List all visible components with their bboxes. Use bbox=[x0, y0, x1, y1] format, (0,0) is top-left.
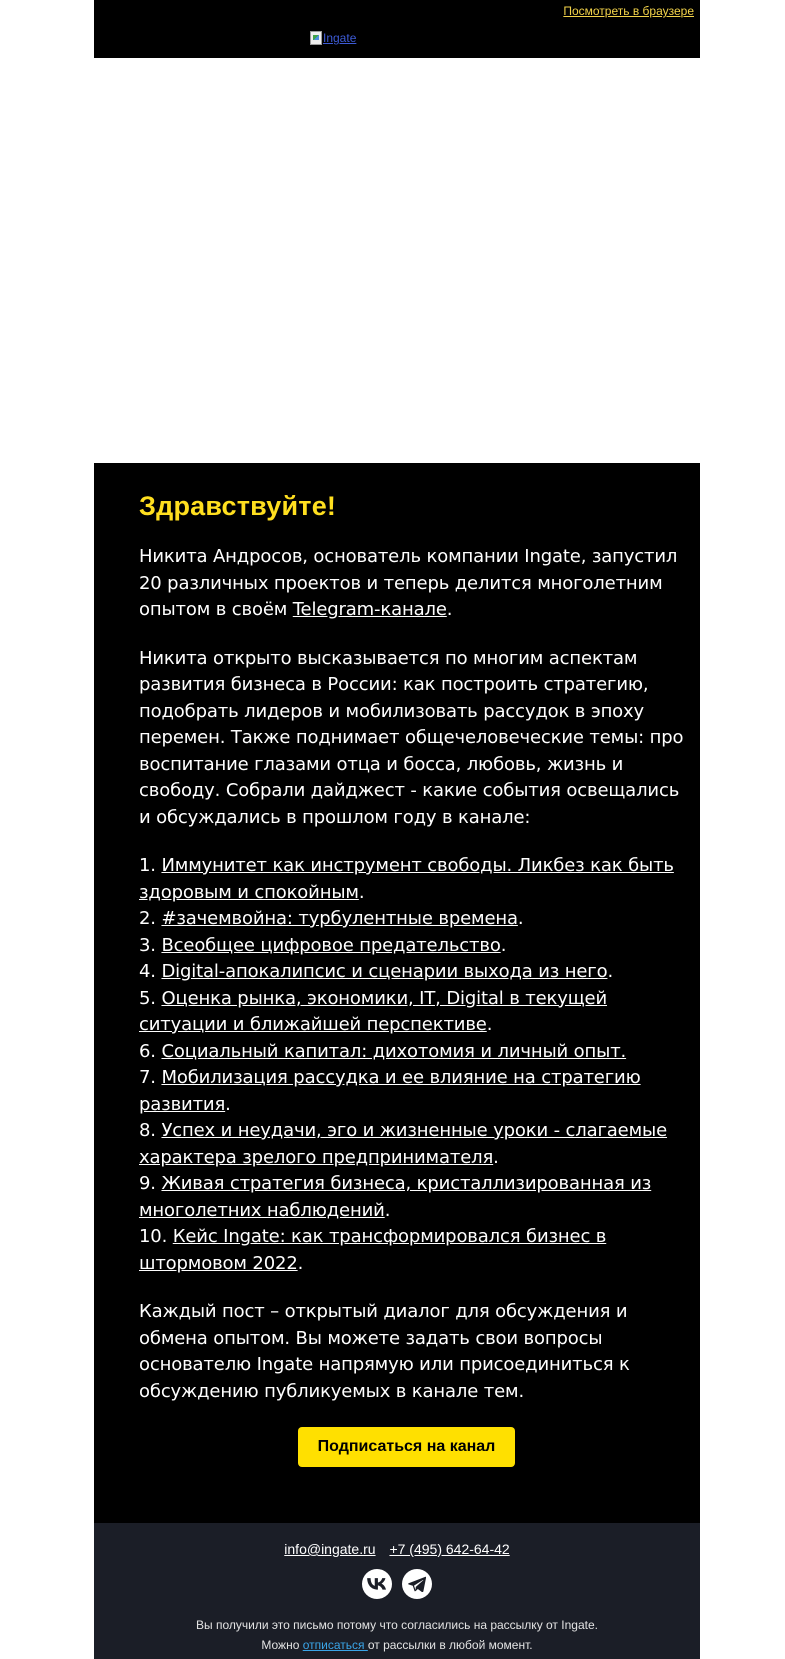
list-item-link[interactable]: Живая стратегия бизнеса, кристаллизированная из многолетних наблюдений bbox=[139, 1173, 652, 1221]
email-footer bbox=[94, 1523, 700, 1659]
description-paragraph: Никита открыто высказывается по многим аспектам развития бизнеса в России: как построить стратегию, подобрать лидеров и мобилизовать рассудок в эпоху перемен. Также поднимает общечеловеческие темы: про воспитание глазами отца и босса, любовь, жизнь и свободу. Собрали дайджест - какие события освещались и обсуждались в прошлом году в канале: bbox=[139, 647, 684, 828]
legal-line-2-suffix: от рассылки в любой момент. bbox=[367, 1638, 533, 1652]
subscribe-channel-button[interactable]: Подписаться на канал bbox=[298, 1427, 516, 1467]
list-item bbox=[139, 933, 686, 960]
vk-glyph bbox=[367, 1577, 387, 1591]
main-content bbox=[94, 463, 700, 1523]
list-item-suffix: . bbox=[500, 934, 507, 956]
list-item bbox=[139, 959, 686, 986]
legal-notice bbox=[94, 1615, 700, 1655]
list-item-number: 1. bbox=[139, 855, 162, 876]
legal-line-1: Вы получили это письмо потому что согласились на рассылку от Ingate. bbox=[196, 1618, 598, 1632]
list-item-number: 9. bbox=[139, 1173, 162, 1194]
list-item-number: 2. bbox=[139, 908, 162, 929]
intro-text: Никита Андросов, основатель компании Ingate, запустил 20 различных проектов и теперь делится многолетним опытом в своём bbox=[139, 546, 678, 620]
hero-image-area bbox=[94, 58, 700, 463]
list-item-number: 6. bbox=[139, 1040, 162, 1062]
email-header bbox=[94, 0, 700, 58]
closing-paragraph: Каждый пост – открытый диалог для обсуждения и обмена опытом. Вы можете задать свои вопросы основателю Ingate напрямую или присоединиться к обсуждению публикуемых в канале тем. bbox=[139, 1301, 630, 1402]
list-item bbox=[139, 1224, 686, 1277]
greeting-heading: Здравствуйте! bbox=[139, 491, 337, 521]
list-item-link[interactable]: #зачемвойна: турбулентные времена bbox=[161, 908, 518, 929]
digest-list bbox=[139, 853, 686, 1277]
cta-row bbox=[139, 1427, 686, 1467]
legal-line-2-prefix: Можно bbox=[261, 1638, 303, 1652]
list-item-number: 3. bbox=[139, 934, 162, 956]
list-item bbox=[139, 1065, 686, 1118]
list-item-suffix: . bbox=[517, 908, 524, 929]
legal-line-2 bbox=[94, 1635, 700, 1655]
list-item-suffix: . bbox=[607, 961, 614, 982]
list-item-number: 8. bbox=[139, 1120, 162, 1141]
list-item-link[interactable]: Социальный капитал: дихотомия и личный опыт. bbox=[161, 1040, 627, 1062]
intro-suffix: . bbox=[446, 599, 453, 620]
email-link[interactable]: info@ingate.ru bbox=[284, 1541, 376, 1557]
list-item-link[interactable]: Digital-апокалипсис и сценарии выхода из него bbox=[161, 961, 608, 982]
list-item bbox=[139, 1118, 686, 1171]
list-item bbox=[139, 906, 686, 933]
ingate-logo[interactable] bbox=[310, 31, 356, 45]
view-in-browser-link[interactable]: Посмотреть в браузере bbox=[563, 4, 694, 18]
telegram-glyph bbox=[408, 1576, 426, 1592]
vk-icon[interactable] bbox=[362, 1569, 392, 1599]
footer-contacts bbox=[94, 1541, 700, 1557]
unsubscribe-link[interactable]: отписаться bbox=[302, 1638, 368, 1652]
list-item-link[interactable]: Успех и неудачи, эго и жизненные уроки - слагаемые характера зрелого предпринимателя bbox=[139, 1120, 668, 1168]
telegram-channel-link[interactable]: Telegram-канале bbox=[292, 599, 447, 620]
telegram-icon[interactable] bbox=[402, 1569, 432, 1599]
list-item-suffix: . bbox=[486, 1014, 493, 1035]
phone-link[interactable]: +7 (495) 642-64-42 bbox=[389, 1541, 510, 1557]
list-item-link[interactable]: Мобилизация рассудка и ее влияние на стратегию развития bbox=[139, 1067, 641, 1115]
email-container bbox=[94, 0, 700, 1659]
list-item-link[interactable]: Оценка рынка, экономики, IT, Digital в текущей ситуации и ближайшей перспективе bbox=[139, 987, 608, 1035]
list-item-suffix: . bbox=[225, 1093, 231, 1115]
social-links bbox=[94, 1569, 700, 1599]
list-item-suffix: . bbox=[384, 1199, 391, 1221]
list-item bbox=[139, 986, 686, 1039]
list-item-link[interactable]: Кейс Ingate: как трансформировался бизнес в штормовом 2022 bbox=[139, 1226, 607, 1274]
list-item-number: 7. bbox=[139, 1067, 162, 1088]
list-item bbox=[139, 1039, 686, 1066]
list-item-number: 10. bbox=[139, 1226, 173, 1247]
list-item-suffix: . bbox=[493, 1146, 499, 1168]
list-item-number: 4. bbox=[139, 961, 162, 982]
list-item-suffix: . bbox=[297, 1252, 304, 1274]
list-item-suffix: . bbox=[358, 881, 365, 903]
list-item-link[interactable]: Всеобщее цифровое предательство bbox=[161, 934, 501, 956]
broken-image-icon bbox=[310, 31, 322, 45]
list-item-number: 5. bbox=[139, 987, 162, 1009]
list-item-link[interactable]: Иммунитет как инструмент свободы. Ликбез как быть здоровым и спокойным bbox=[139, 855, 674, 903]
list-item bbox=[139, 853, 686, 906]
intro-paragraph bbox=[139, 544, 686, 624]
logo-alt-text: Ingate bbox=[323, 31, 357, 45]
list-item bbox=[139, 1171, 686, 1224]
